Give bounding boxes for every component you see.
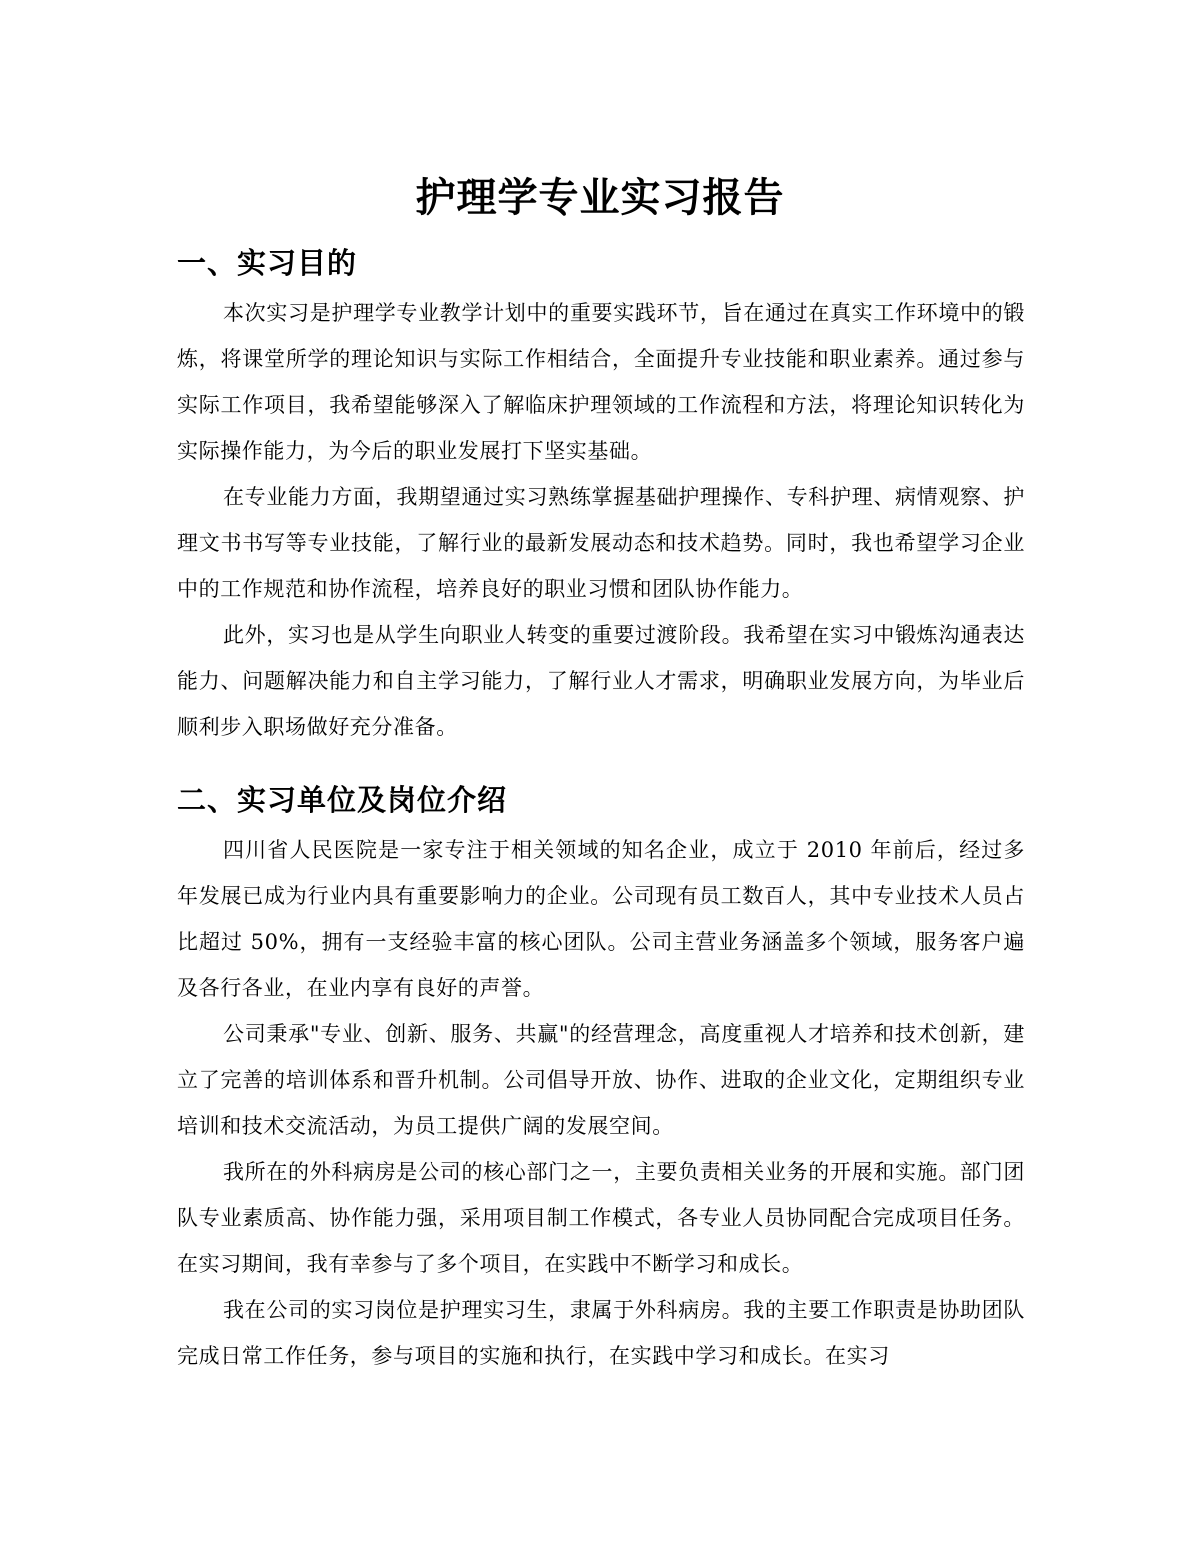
section-internship-purpose <box>177 243 1025 750</box>
section-organization-and-position <box>177 780 1025 1379</box>
paragraph: 四川省人民医院是一家专注于相关领域的知名企业，成立于 2010 年前后，经过多年发展已成为行业内具有重要影响力的企业。公司现有员工数百人，其中专业技术人员占比超过 50%，拥有一支经验丰富的核心团队。公司主营业务涵盖多个领域，服务客户遍及各行各业，在业内享有良好的声誉。 <box>177 838 1025 1000</box>
paragraph: 本次实习是护理学专业教学计划中的重要实践环节，旨在通过在真实工作环境中的锻炼，将课堂所学的理论知识与实际工作相结合，全面提升专业技能和职业素养。通过参与实际工作项目，我希望能够深入了解临床护理领域的工作流程和方法，将理论知识转化为实际操作能力，为今后的职业发展打下坚实基础。 <box>177 301 1025 463</box>
paragraph: 在专业能力方面，我期望通过实习熟练掌握基础护理操作、专科护理、病情观察、护理文书书写等专业技能，了解行业的最新发展动态和技术趋势。同时，我也希望学习企业中的工作规范和协作流程，培养良好的职业习惯和团队协作能力。 <box>177 485 1025 601</box>
paragraph: 此外，实习也是从学生向职业人转变的重要过渡阶段。我希望在实习中锻炼沟通表达能力、问题解决能力和自主学习能力，了解行业人才需求，明确职业发展方向，为毕业后顺利步入职场做好充分准备。 <box>177 623 1025 739</box>
paragraph: 我在公司的实习岗位是护理实习生，隶属于外科病房。我的主要工作职责是协助团队完成日常工作任务，参与项目的实施和执行，在实践中学习和成长。在实习 <box>177 1298 1025 1368</box>
paragraph: 我所在的外科病房是公司的核心部门之一，主要负责相关业务的开展和实施。部门团队专业素质高、协作能力强，采用项目制工作模式，各专业人员协同配合完成项目任务。在实习期间，我有幸参与了多个项目，在实践中不断学习和成长。 <box>177 1160 1025 1276</box>
section-heading: 一、实习目的 <box>177 246 358 280</box>
paragraph: 公司秉承"专业、创新、服务、共赢"的经营理念，高度重视人才培养和技术创新，建立了完善的培训体系和晋升机制。公司倡导开放、协作、进取的企业文化，定期组织专业培训和技术交流活动，为员工提供广阔的发展空间。 <box>177 1022 1025 1138</box>
document-title: 护理学专业实习报告 <box>415 174 785 221</box>
section-heading: 二、实习单位及岗位介绍 <box>177 783 508 817</box>
